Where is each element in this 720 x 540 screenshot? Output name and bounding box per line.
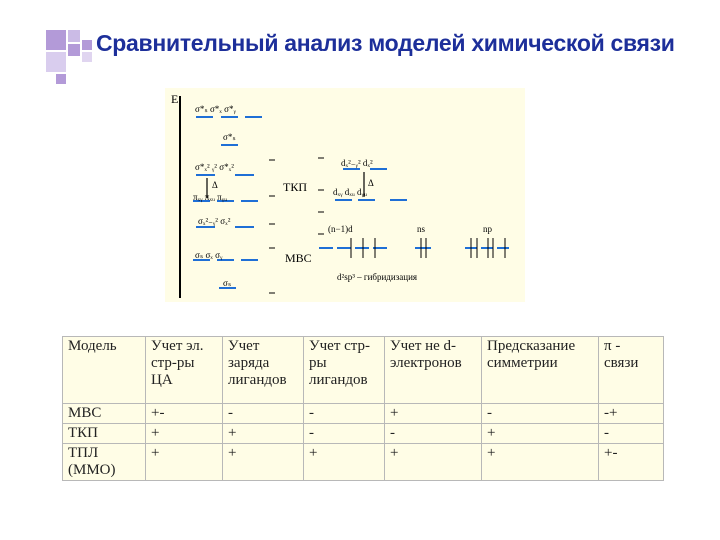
col-header-ligand-structure: Учет стр-ры лигандов [304,337,385,404]
comparison-table [62,336,664,481]
cell: - [304,404,385,424]
table-header-row [63,337,664,404]
cell: + [304,444,385,481]
energy-axis-label: E [171,92,179,106]
cell: +- [146,404,223,424]
col-header-pi-bonds: π - связи [599,337,664,404]
col-header-ca-structure: Учет эл. стр-ры ЦА [146,337,223,404]
cell: +- [599,444,664,481]
cell: - [599,424,664,444]
cell: - [223,404,304,424]
d-upper-label: dₓ²₋ᵧ² dₓ² [341,158,373,168]
mo-diagram [165,88,525,302]
slide-title: Сравнительный анализ моделей химической связи [96,30,675,56]
table-row [63,444,664,481]
sigma-low-label: σₛ σₓ σᵧ [195,250,223,260]
mo-mid-label: σ*ₓ² ᵧ² σ*ₓ² [195,162,234,172]
n1d-label: (n−1)d [328,224,353,234]
cell: - [482,404,599,424]
cell: + [482,424,599,444]
sigma-s-label: σₛ [223,278,232,288]
table-row [63,424,664,444]
col-header-symmetry: Предсказание симметрии [482,337,599,404]
delta-label: Δ [212,180,218,190]
cell-model: МВС [63,404,146,424]
cell: + [482,444,599,481]
col-header-non-d-electrons: Учет не d-электронов [385,337,482,404]
cell: - [304,424,385,444]
cell: - [385,424,482,444]
d-lower-label: dₓᵧ dₓᵤ dᵧᵤ [333,187,367,197]
mo-top-label: σ*ₛ σ*ₓ σ*ᵧ [195,104,236,114]
ns-label: ns [417,224,426,234]
mo-sz-label: σ*ₛ [223,132,236,142]
delta2-label: Δ [368,178,374,188]
tkp-label: ТКП [283,180,307,194]
sigma-row-label: σₓ²₋ᵧ² σₓ² [198,216,231,226]
mvs-label: МВС [285,251,312,265]
pi-row-label: πₓᵧ πₓᵤ πᵧᵤ [193,192,228,202]
cell: + [223,444,304,481]
table-row [63,404,664,424]
col-header-ligand-charge: Учет заряда лигандов [223,337,304,404]
cell: + [146,424,223,444]
cell: + [223,424,304,444]
hybrid-label: d²sp³ – гибридизация [337,272,418,282]
col-header-model: Модель [63,337,146,404]
cell: + [385,444,482,481]
cell-model: ТПЛ (ММО) [63,444,146,481]
cell-model: ТКП [63,424,146,444]
cell: + [385,404,482,424]
cell: + [146,444,223,481]
cell: -+ [599,404,664,424]
np-label: np [483,224,492,234]
